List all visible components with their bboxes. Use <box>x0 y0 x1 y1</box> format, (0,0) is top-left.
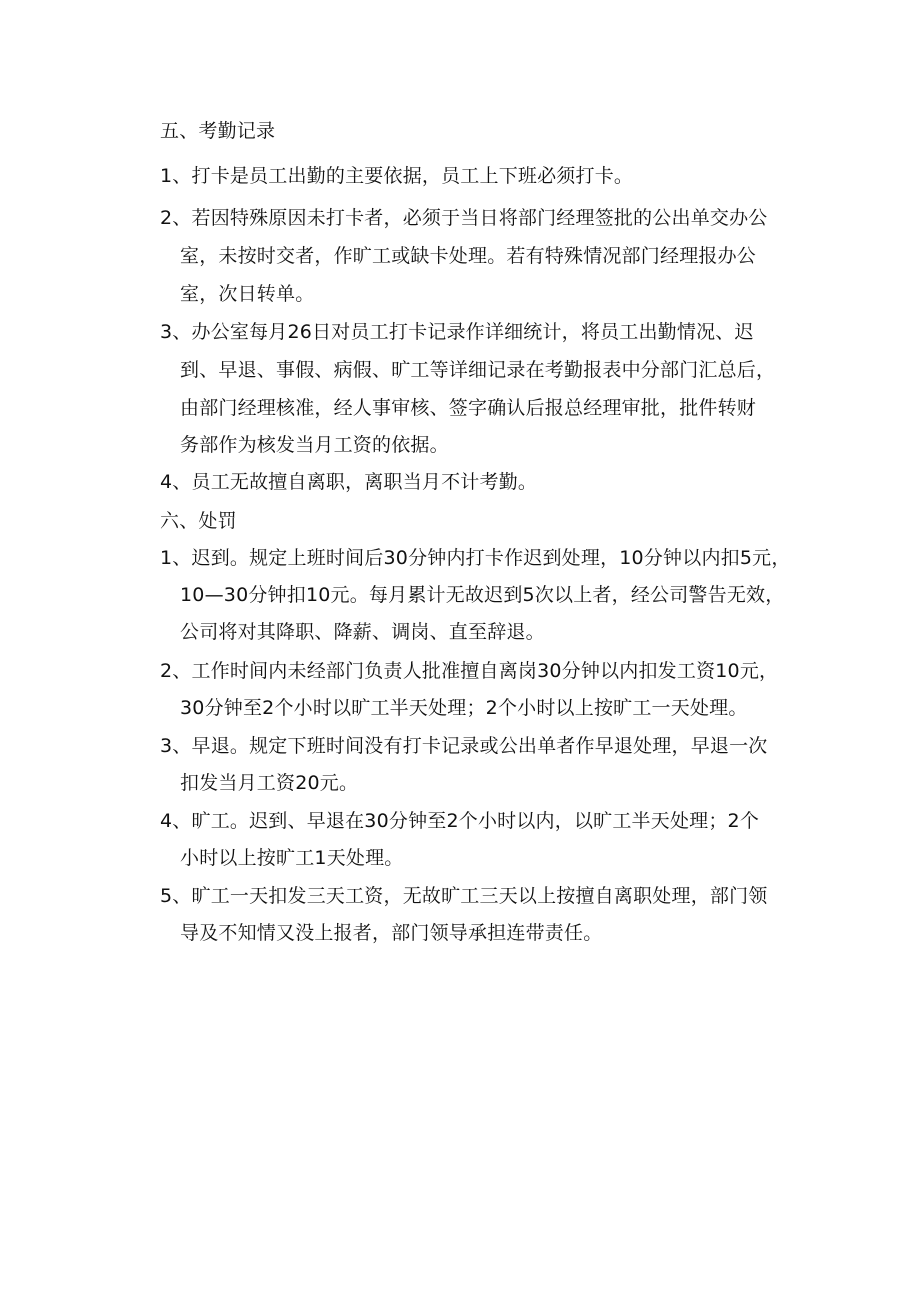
attendance-item-1-line-1: 1、打卡是员工出勤的主要依据，员工上下班必须打卡。 <box>160 165 634 187</box>
attendance-item-2-line-1: 2、若因特殊原因未打卡者，必须于当日将部门经理签批的公出单交办公 <box>160 207 768 229</box>
attendance-item-2-line-2: 室，未按时交者，作旷工或缺卡处理。若有特殊情况部门经理报办公 <box>180 245 757 267</box>
attendance-item-2-line-3: 室，次日转单。 <box>180 283 315 305</box>
attendance-item-3-line-2: 到、早退、事假、病假、旷工等详细记录在考勤报表中分部门汇总后， <box>180 359 776 381</box>
attendance-item-4-line-1: 4、员工无故擅自离职，离职当月不计考勤。 <box>160 471 538 493</box>
penalty-item-3-line-1: 3、早退。规定下班时间没有打卡记录或公出单者作早退处理，早退一次 <box>160 735 768 757</box>
penalty-item-3-line-2: 扣发当月工资20元。 <box>180 772 359 794</box>
penalty-item-1-line-2: 10—30分钟扣10元。每月累计无故迟到5次以上者，经公司警告无效， <box>180 584 785 606</box>
penalty-item-2-line-1: 2、工作时间内未经部门负责人批准擅自离岗30分钟以内扣发工资10元， <box>160 660 779 682</box>
attendance-item-3-line-1: 3、办公室每月26日对员工打卡记录作详细统计，将员工出勤情况、迟 <box>160 321 754 343</box>
penalty-item-4-line-2: 小时以上按旷工1天处理。 <box>180 847 404 869</box>
penalty-item-4-line-1: 4、旷工。迟到、早退在30分钟至2个小时以内，以旷工半天处理；2个 <box>160 810 760 832</box>
penalty-item-1-line-1: 1、迟到。规定上班时间后30分钟内打卡作迟到处理，10分钟以内扣5元， <box>160 547 791 569</box>
attendance-item-3-line-4: 务部作为核发当月工资的依据。 <box>180 434 449 456</box>
section-heading-penalties: 六、处罚 <box>160 510 237 532</box>
penalty-item-5-line-2: 导及不知情又没上报者，部门领导承担连带责任。 <box>180 922 603 944</box>
attendance-item-3-line-3: 由部门经理核准，经人事审核、签字确认后报总经理审批，批件转财 <box>180 397 757 419</box>
penalty-item-2-line-2: 30分钟至2个小时以旷工半天处理；2个小时以上按旷工一天处理。 <box>180 697 748 719</box>
penalty-item-1-line-3: 公司将对其降职、降薪、调岗、直至辞退。 <box>180 621 545 643</box>
penalty-item-5-line-1: 5、旷工一天扣发三天工资，无故旷工三天以上按擅自离职处理，部门领 <box>160 885 768 907</box>
section-heading-attendance: 五、考勤记录 <box>160 120 276 142</box>
